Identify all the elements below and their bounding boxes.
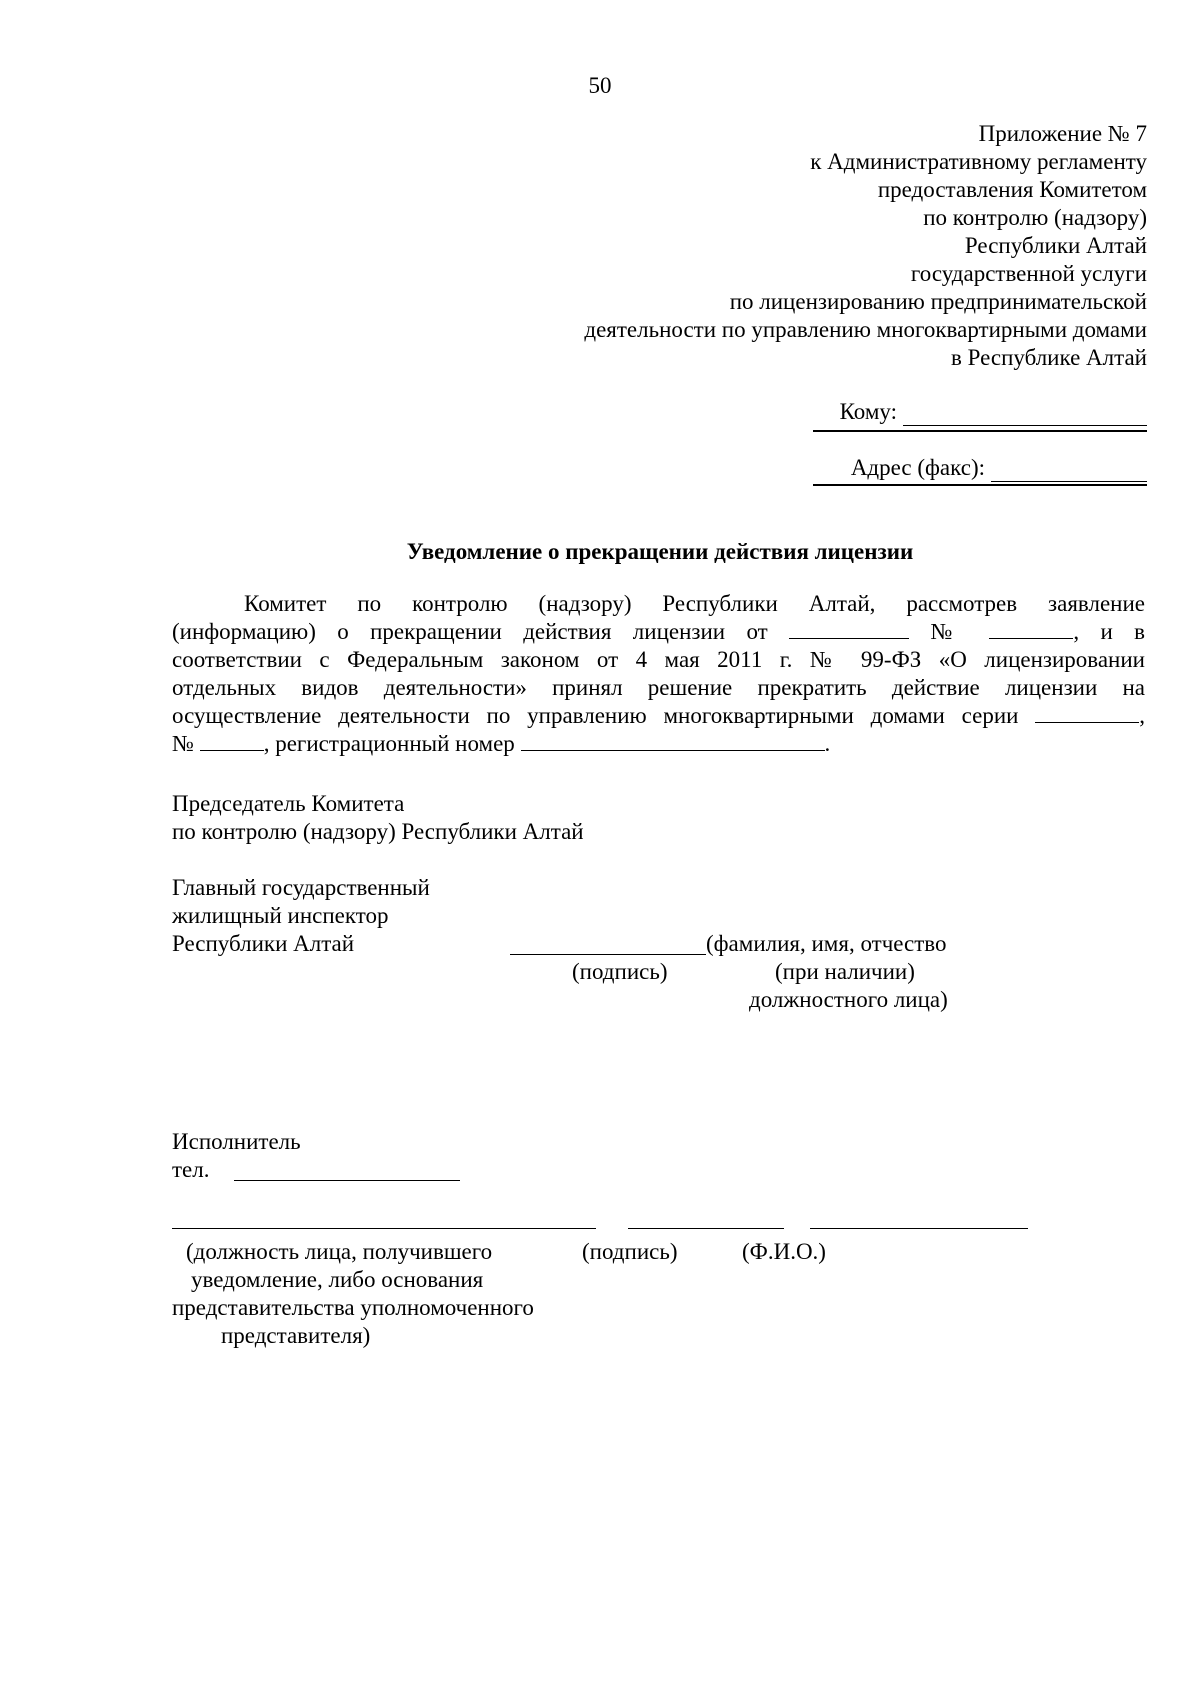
recipient-to-row [840,398,1147,426]
body-line: отдельных видов деятельности» принял решение прекратить действие лицензии на [172,675,1145,700]
inspector-name-label: (фамилия, имя, отчество [706,931,947,956]
executor-label: Исполнитель [172,1129,301,1154]
inspector-title-line2: жилищный инспектор [172,903,389,928]
receiver-position-label-line2: уведомление, либо основания [191,1267,484,1292]
body-text-segment: . [824,731,831,756]
receiver-fio-label: (Ф.И.О.) [742,1239,826,1264]
page-number: 50 [588,73,612,98]
recipient-extra-line[interactable] [813,430,1147,432]
inspector-title-line3: Республики Алтай [172,931,355,956]
document-title: Уведомление о прекращении действия лицензии [406,539,914,564]
receiver-position-field[interactable] [172,1210,596,1229]
receiver-position-label-line3: представительства уполномоченного [172,1295,534,1320]
header-line: деятельности по управлению многоквартирными домами [584,317,1147,342]
header-line: в Республике Алтай [950,345,1147,370]
receiver-signature-field[interactable] [628,1210,784,1229]
body-text-segment: (информацию) о прекращении действия лицензии от [172,619,768,644]
receiver-fio-field[interactable] [810,1210,1028,1229]
inspector-signature-field[interactable] [510,930,706,955]
body-line [172,730,1145,758]
chairman-title-line2: по контролю (надзору) Республики Алтай [172,819,584,844]
body-line [172,618,1145,646]
header-line: по контролю (надзору) [923,205,1147,230]
registration-number-field[interactable] [521,730,825,751]
chairman-title-line1: Председатель Комитета [172,791,405,816]
body-text-segment: № [172,731,194,756]
application-number-field[interactable] [989,618,1073,639]
body-line: соответствии с Федеральным законом от 4 мая 2011 г. № 99-ФЗ «О лицензировании [172,647,1145,672]
application-date-field[interactable] [789,618,909,639]
body-line [172,702,1145,730]
inspector-signature-label: (подпись) [572,959,668,984]
header-line: по лицензированию предпринимательской [729,289,1147,314]
recipient-address-extra-line[interactable] [813,484,1147,486]
recipient-to-field[interactable] [903,401,1147,426]
body-text-segment: , [1139,703,1146,728]
header-line: Приложение № 7 [978,121,1147,146]
inspector-title-line1: Главный государственный [172,875,430,900]
recipient-address-row [851,454,1147,482]
inspector-name-label-2: (при наличии) [775,959,915,984]
body-text-segment: , регистрационный номер [263,731,515,756]
receiver-position-label-line1: (должность лица, получившего [186,1239,493,1264]
receiver-signature-label: (подпись) [582,1239,678,1264]
body-text-segment: № [930,619,969,644]
inspector-name-label-3: должностного лица) [749,987,948,1012]
header-line: к Административному регламенту [810,149,1147,174]
receiver-position-label-line4: представителя) [221,1323,371,1348]
body-text-segment: , и в [1073,619,1146,644]
header-line: государственной услуги [910,261,1147,286]
license-series-field[interactable] [1035,702,1139,723]
executor-phone-field[interactable] [234,1156,460,1181]
recipient-address-label: Адрес (факс): [850,455,985,480]
appendix-header [447,120,1147,372]
recipient-to-label: Кому: [839,399,897,424]
license-number-field[interactable] [200,730,264,751]
executor-phone-label: тел. [172,1157,210,1182]
body-text-segment: осуществление деятельности по управлению многоквартирными домами серии [172,703,1019,728]
body-line: Комитет по контролю (надзору) Республики Алтай, рассмотрев заявление [244,591,1145,616]
header-line: Республики Алтай [964,233,1147,258]
header-line: предоставления Комитетом [877,177,1147,202]
notice-body [172,590,1145,758]
recipient-address-field[interactable] [991,457,1147,482]
